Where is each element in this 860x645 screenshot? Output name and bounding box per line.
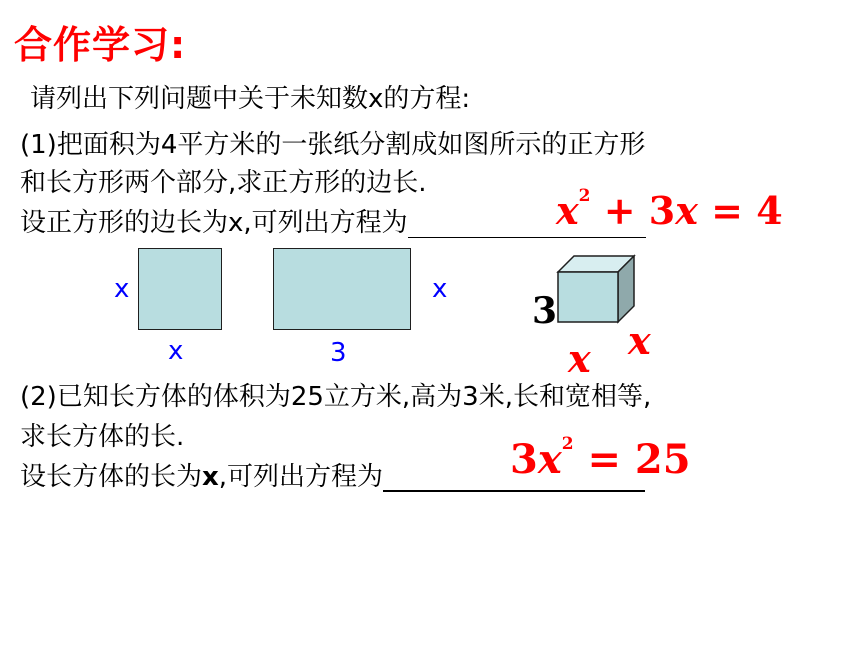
rectangle-shape (273, 248, 411, 330)
square-bottom-label: x (168, 336, 184, 366)
problem2-prompt-b: ,可列出方程为 (218, 462, 384, 492)
answer2-equation: $3x^2 = 25$ (510, 434, 691, 483)
problem2-prompt-a: 设长方体的长为 (20, 462, 203, 492)
cube-figure (550, 250, 640, 326)
problem2-variable: x (202, 462, 219, 492)
cube-depth-label: x (628, 318, 651, 363)
slide-title: 合作学习: (14, 23, 187, 67)
answer1-equation: $x^2 + 3x = 4$ (556, 186, 783, 233)
cube-width-label: x (568, 336, 591, 381)
problem1-line1: (1)把面积为4平方米的一张纸分割成如图所示的正方形 (20, 130, 646, 160)
problem1-line2: 和长方形两个部分,求正方形的边长. (20, 168, 427, 198)
cube-height-label: 3 (532, 290, 558, 332)
problem1-line3 (20, 208, 646, 238)
problem2-line1: (2)已知长方体的体积为25立方米,高为3米,长和宽相等, (20, 382, 652, 412)
square-shape (138, 248, 222, 330)
rectangle-side-label: x (432, 274, 448, 304)
square-side-label: x (114, 274, 130, 304)
problem2-line2: 求长方体的长. (20, 422, 185, 452)
cube-front-face (558, 272, 618, 322)
rectangle-bottom-label: 3 (330, 338, 347, 368)
problem1-prompt: 设正方形的边长为x,可列出方程为 (20, 208, 408, 238)
intro-text: 请列出下列问题中关于未知数x的方程: (30, 84, 471, 114)
